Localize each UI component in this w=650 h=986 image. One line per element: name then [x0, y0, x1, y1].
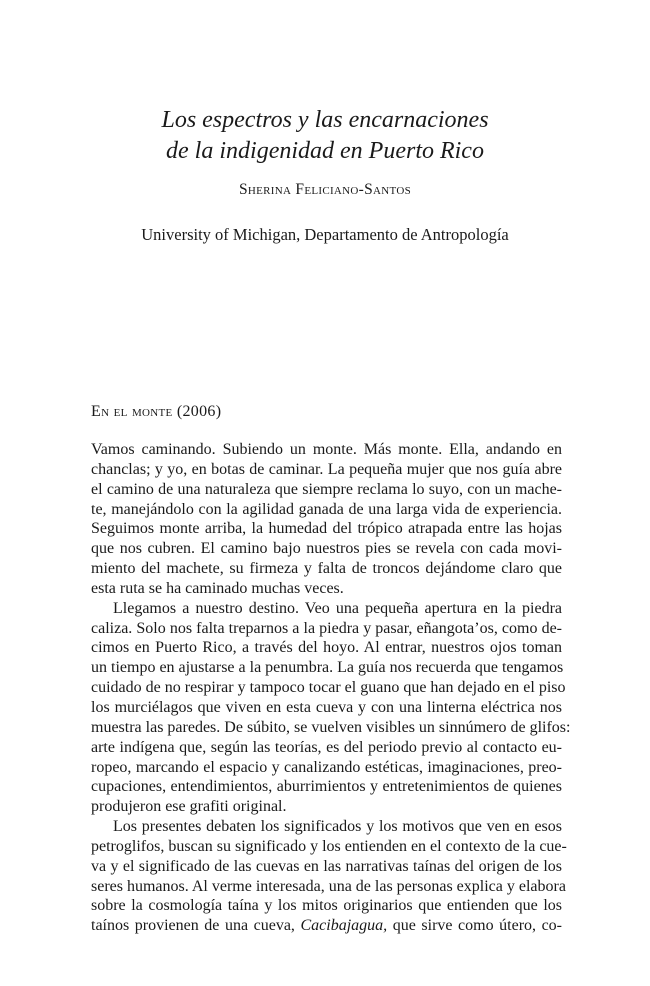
paragraph-line: Los presentes debaten los significados y los motivos que ven en esos [113, 818, 562, 836]
author-affiliation: University of Michigan, Departamento de Antropología [141, 225, 509, 244]
paragraph-line: cimos en Puerto Rico, a través del hoyo. Al entrar, nuestros ojos toman [91, 639, 562, 657]
body-text [91, 440, 571, 936]
paragraph-line: caliza. Solo nos falta treparnos a la piedra y pasar, eñangota’os, como de- [91, 619, 562, 637]
paragraph-line: miento del machete, su firmeza y falta de troncos dejándome claro que [91, 560, 562, 578]
paragraph-line: Seguimos monte arriba, la humedad del trópico atrapada entre las hojas [91, 520, 562, 538]
paragraph-line: Llegamos a nuestro destino. Veo una pequeña apertura en la piedra [113, 599, 562, 617]
paragraph-line: te, manejándolo con la agilidad ganada de una larga vida de experiencia. [91, 500, 562, 518]
author-name: Sherina Feliciano-Santos [238, 181, 412, 198]
paragraph-line: el camino de una naturaleza que siempre reclama lo suyo, con un mache- [91, 480, 562, 498]
paragraph-line: que nos cubren. El camino bajo nuestros pies se revela con cada movi- [91, 540, 562, 558]
paragraph-line: los murciélagos que viven en esta cueva y con una linterna eléctrica nos [91, 698, 562, 716]
chapter-title-line-1: Los espectros y las encarnaciones [161, 107, 489, 133]
chapter-title-line-2: de la indigenidad en Puerto Rico [166, 138, 484, 164]
section-heading: En el monte (2006) [91, 403, 222, 420]
chapter-title [0, 105, 650, 167]
paragraph-line: petroglifos, buscan su significado y los entienden en el contexto de la cue- [91, 837, 567, 855]
paragraph-line-mixed [91, 916, 562, 936]
paragraph-line: esta ruta se ha caminado muchas veces. [91, 579, 344, 597]
paragraph-line: va y el significado de las cuevas en las narrativas taínas del origen de los [91, 857, 562, 875]
text-run: que sirve como útero, co- [392, 917, 563, 935]
paragraph-line: ropeo, marcando el espacio y canalizando estéticas, imaginaciones, preo- [91, 758, 562, 776]
paragraph-line: seres humanos. Al verme interesada, una de las personas explica y elabora [91, 877, 566, 895]
paragraph-line: Vamos caminando. Subiendo un monte. Más monte. Ella, andando en [91, 441, 562, 458]
paragraph-line: un tiempo en ajustarse a la penumbra. La guía nos recuerda que tengamos [91, 659, 564, 677]
paragraph-line: produjeron ese grafiti original. [91, 798, 287, 816]
paragraph-line: sobre la cosmología taína y los mitos originarios que entienden que los [91, 897, 562, 915]
italic-term: Cacibajagua, [300, 917, 388, 935]
paragraph-line: cuidado de no respirar y tampoco tocar el guano que han dejado en el piso [91, 679, 566, 697]
paragraph-line: cupaciones, entendimientos, aburrimientos y entretenimientos de quienes [91, 778, 562, 796]
paragraph-line: muestra las paredes. De súbito, se vuelven visibles un sinnúmero de glifos: [91, 718, 571, 736]
paragraph-line: arte indígena que, según las teorías, es del periodo previo al contacto eu- [91, 738, 562, 756]
paragraph-line: chanclas; y yo, en botas de caminar. La pequeña mujer que nos guía abre [91, 460, 562, 478]
text-run: taínos provienen de una cueva, [91, 917, 295, 935]
